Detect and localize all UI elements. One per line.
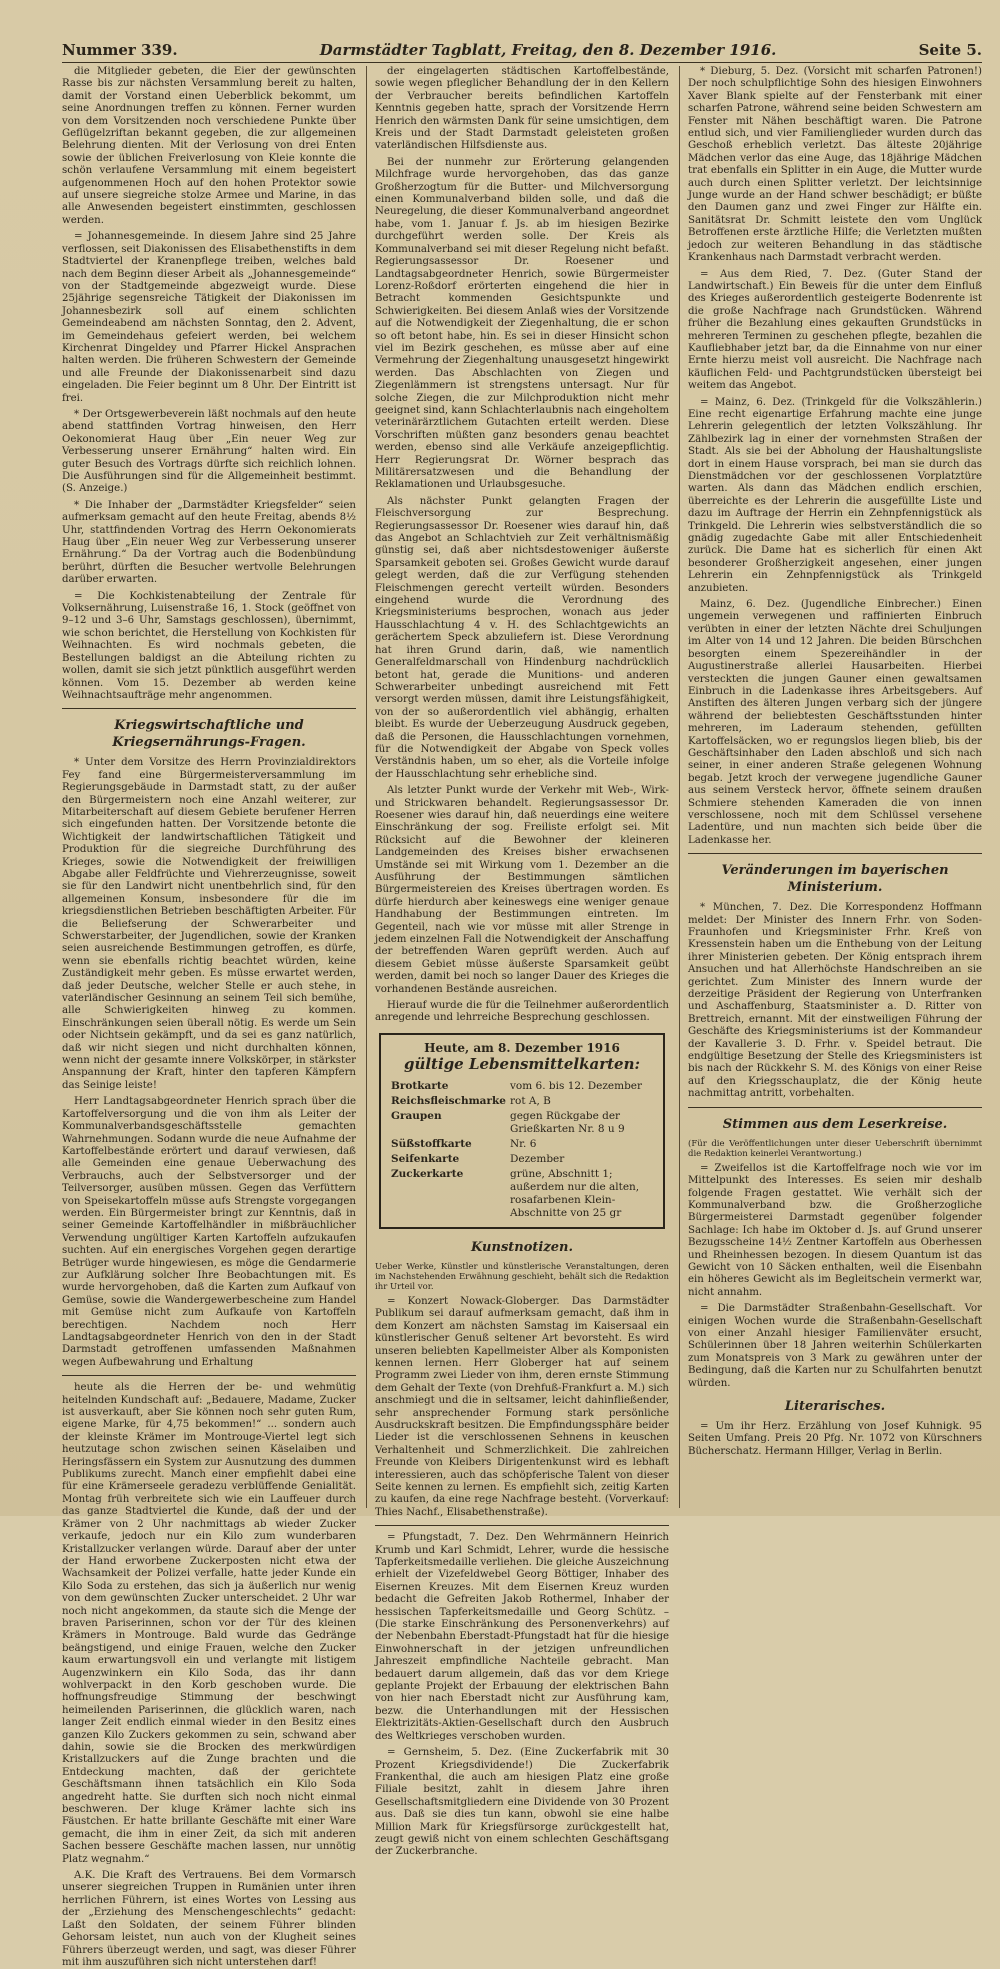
divider (375, 1525, 669, 1526)
article-paragraph: = Johannesgemeinde. In diesem Jahre sind 25 Jahre verflossen, seit Diakonissen des Elisabethenstifts in dem Stadtviertel der Kranenpflege treiben, welches bald nach dem Beginn dieser Arbeit als „Johannesgemeinde“ von der Stadtgemeinde abgezweigt wurde. Diese 25jährige segensreiche Tätigkeit der Diakonissen im Johannesbezirk soll auf einem schlichten Gemeindeabend am nächsten Sonntag, den 2. Advent, im Gemeindehaus gefeiert werden, bei welchem Kirchenrat Dingeldey und Pfarrer Hickel Ansprachen halten werden. Die früheren Schwestern der Gemeinde und alle Freunde der Diakonissenarbeit sind dazu eingeladen. Die Feier beginnt um 8 Uhr. Der Eintritt ist frei. (62, 231, 356, 404)
masthead: Darmstädter Tagblatt, Freitag, den 8. Dezember 1916. (319, 41, 777, 59)
article-paragraph: Herr Landtagsabgeordneter Henrich sprach über die Kartoffelversorgung und die von ihm als Leiter der Kommunalverbandsgeschäftsstelle gemachten Wahrnehmungen. Sodann wurde die neue Aufnahme der Kartoffelbestände erörtert und darauf verwiesen, daß alle Gemeinden eine genaue Ueberwachung des Verbrauchs, auch der Selbstversorger und der Teilversorger, ausüben müssen. Gegen das Verfüttern von Speisekartoffeln müsse aufs Strengste vorgegangen werden. Ein Bürgermeister bringt zur Kenntnis, daß in seiner Gemeinde Kartoffelhändler in mißbräuchlicher Verwendung ungültiger Karten Kartoffeln aufzukaufen suchten. Auf ein energisches Vorgehen gegen derartige Betrüger wurde hingewiesen, es möge die Gendarmerie zur Aufklärung solcher Ihre Beobachtungen mit. Es wurde hervorgehoben, daß die Karten zum Aufkauf von Gemüse, sowie die Wandergewerbescheine zum Handel mit Gemüse nicht zum Aufkaufe von Kartoffeln berechtigen. Nachdem noch Herr Landtagsabgeordneter Henrich von den in der Stadt Darmstadt getroffenen umfassenden Maßnahmen wegen Aufbewahrung und Erhaltung (62, 1096, 356, 1368)
ration-card-value: vom 6. bis 12. Dezember (509, 1079, 643, 1092)
divider (688, 853, 982, 854)
issue-number: Nummer 339. (62, 41, 178, 59)
column-3 (679, 66, 982, 1508)
ration-card-value: Dezember (509, 1152, 565, 1165)
section-title: Stimmen aus dem Leserkreise. (722, 1116, 948, 1132)
divider (688, 1107, 982, 1108)
ration-card-value: Nr. 6 (509, 1137, 537, 1150)
article-paragraph: Hierauf wurde die für die Teilnehmer außerordentlich anregende und lehrreiche Besprechung geschlossen. (375, 1000, 669, 1024)
columns (62, 66, 982, 1968)
article-paragraph: = Konzert Nowack-Globerger. Das Darmstädter Publikum sei darauf aufmerksam gemacht, daß ihm in dem Konzert am nächsten Samstag im Kaisersaal ein künstlerischer Genuß seltener Art bevorsteht. Es wird unseren beliebten Kapellmeister Alber als Komponisten kennen lernen. Herr Globerger hat auf seinem Programm zwei Lieder von ihm, deren ernste Stimmung dem Gehalt der Texte (von Drehfuß-Frankfurt a. M.) sich anschmiegt und die in seltsamer, leicht dahinfließender, sehr ansprechender Formung stark persönliche Ausdruckskraft besitzen. Die Empfindungssphäre beider Lieder ist die verschlossenen Sehnens in keuschen Verhaltenheit und Schmerzlichkeit. Die zahlreichen Freunde von Kleibers Dirigentenkunst wird es lebhaft interessieren, auch das schöpferische Talent von dieser Seite kennen zu lernen. Es empfiehlt sich, zeitig Karten zu kaufen, da eine rege Nachfrage besteht. (Vorverkauf: Thies Nachf., Elisabethenstraße). (375, 1295, 669, 1518)
ration-card-name: Reichsfleischmarke (391, 1094, 506, 1107)
ration-card-name: Zuckerkarte (391, 1167, 464, 1180)
article-paragraph: der eingelagerten städtischen Kartoffelbestände, sowie wegen pfleglicher Behandlung der in den Kellern der Verbraucher bereits befindlichen Kartoffeln Kenntnis gegeben hatte, sprach der Vorsitzende Herrn Henrich den wärmsten Dank für seine umsichtigen, dem Kreis und der Stadt Darmstadt geleisteten großen vaterländischen Hilfsdienste aus. (375, 66, 669, 152)
ration-row (389, 1167, 655, 1221)
article-paragraph: Als nächster Punkt gelangten Fragen der Fleischversorgung zur Besprechung. Regierungsassessor Dr. Roesener wies darauf hin, daß das Angebot an Schlachtvieh zur Zeit verhältnismäßig günstig sei, daß aber nichtsdestoweniger äußerste Sparsamkeit geboten sei. Großes Gewicht wurde darauf gelegt werden, daß die zur Verfügung stehenden Fleischmengen gerecht verteilt würden. Besonders eingehend wurde die Verordnung des Kriegsministeriums besprochen, wonach aus jeder Hausschlachtung 4 v. H. des Schlachtgewichts an gerächertem Speck abzuliefern ist. Diese Verordnung hat ihren Grund darin, daß, wie namentlich Generalfeldmarschall von Hindenburg nachdrücklich betont hat, gerade die Munitions- und anderen Schwerarbeiter unbedingt ausreichend mit Fett versorgt werden müssen, damit ihre Leistungsfähigkeit, von der so außerordentlich viel abhängig, erhalten bleibt. Es wurde der Ueberzeugung Ausdruck gegeben, daß die Personen, die Hausschlachtungen vornehmen, für die Notwendigkeit der Abgabe von Speck volles Verständnis haben, um so eher, als die Vorteile infolge der Hausschlachtung sehr erhebliche sind. (375, 495, 669, 780)
section-title: Literarisches. (784, 1399, 886, 1414)
page-header (62, 38, 982, 63)
ration-card-value: grüne, Abschnitt 1; außerdem nur die alten, rosafarbenen Klein-Abschnitte von 25 gr (509, 1167, 640, 1219)
ration-row (389, 1079, 655, 1094)
ration-card-name: Süßstoffkarte (391, 1137, 472, 1150)
article-paragraph: Bei der nunmehr zur Erörterung gelangenden Milchfrage wurde hervorgehoben, das das ganze Großherzogtum für die Butter- und Milchversorgung einen Kommunalverband bilden solle, und daß die Neuregelung, die dieser Kommunalverband angeordnet habe, vom 1. Januar f. Js. ab im hiesigen Bezirke durchgeführt werden solle. Der Kreis als Kommunalverband sei mit dieser Regelung nicht befaßt. Regierungsassessor Dr. Roesener und Landtagsabgeordneter Henrich, sowie Bürgermeister Lorenz-Roßdorf erörterten eingehend die hier in Betracht kommenden Gesichtspunkte und Schwierigkeiten. Bei diesem Anlaß wies der Vorsitzende auf die Notwendigkeit der Ziegenhaltung, die er schon so oft betont habe, hin. Es sei in dieser Hinsicht schon viel im Bezirk geschehen, es müsse aber auf eine Vermehrung der Ziegenhaltung unausgesetzt hingewirkt werden. Das Abschlachten von Ziegen und Ziegenlämmern ist strengstens untersagt. Nur für solche Ziegen, die zur Milchproduktion nicht mehr geeignet sind, kann Schlachterlaubnis nach eingeholtem veterinärärztlichem Gutachten erteilt werden. Diese Vorschriften müßten ganz besonders genau beachtet werden, ebenso sind alle Verkäufe anzeigepflichtig. Herr Regierungsrat Dr. Wörner besprach das Militärersatzwesen und die Behandlung der Reklamationen und Urlaubsgesuche. (375, 156, 669, 491)
article-paragraph: * Dieburg, 5. Dez. (Vorsicht mit scharfen Patronen!) Der noch schulpflichtige Sohn des hiesigen Einwohners Xaver Blank spielte auf der Fensterbank mit einer scharfen Patrone, während seine beiden Schwestern am Fenster mit Nähen beschäftigt waren. Die Patrone entlud sich, und vier Familienglieder wurden durch das Geschoß erheblich verletzt. Das älteste 20jährige Mädchen verlor das eine Auge, das 18jährige Mädchen trat ebenfalls ein Splitter in ein Auge, die Mutter wurde auch durch einen Splitter verletzt. Der leichtsinnige Junge wurde an der Hand schwer beschädigt; er büßte den Daumen ganz und zwei Finger zur Hälfte ein. Sanitätsrat Dr. Schmitt leistete den vom Unglück Betroffenen erste ärztliche Hilfe; die Verletzten mußten jedoch zur weiteren Behandlung in das städtische Krankenhaus nach Darmstadt verbracht werden. (688, 66, 982, 264)
article-paragraph: = Die Darmstädter Straßenbahn-Gesellschaft. Vor einigen Wochen wurde die Straßenbahn-Gesellschaft von einer Anzahl hiesiger Familienväter ersucht, Schülerinnen über 18 Jahren weiterhin Schülerkarten zum Monatspreis von 3 Mark zu gewähren unter der Bedingung, daß die Karten nur zu Schulfahrten benutzt würden. (688, 1303, 982, 1389)
article-paragraph: = Die Kochkistenabteilung der Zentrale für Volksernährung, Luisenstraße 16, 1. Stock (geöffnet von 9–12 und 3–6 Uhr, Samstags geschlossen), übernimmt, wie schon berichtet, die Herstellung von Kochkisten für Weihnachten. Es wird nochmals gebeten, die Bestellungen baldigst an die Abteilung richten zu wollen, damit sie sich jetzt pünktlich ausgeführt werden können. Vom 15. Dezember ab werden keine Weihnachtsaufträge mehr angenommen. (62, 590, 356, 701)
section-title: Kriegswirtschaftliche und Kriegsernährungs-Fragen. (112, 718, 306, 751)
column-1 (62, 66, 356, 1968)
editor-note: (Für die Veröffentlichungen unter dieser Ueberschrift übernimmt die Redaktion keinerlei Verantwortung.) (688, 1138, 982, 1159)
box-heading: Heute, am 8. Dezember 1916 (424, 1040, 620, 1055)
article-paragraph: Mainz, 6. Dez. (Jugendliche Einbrecher.) Einen ungemein verwegenen und raffinierten Einbruch verübten in einer der letzten Nächte drei Schuljungen im Alter von 14 und 12 Jahren. Die beiden Bürschchen besorgten einem Spezereihändler in der Augustinerstraße allerlei Hausarbeiten. Hierbei versteckten die jungen Gauner einen gewaltsamen Einbruch in die Ladenkasse ihres Arbeitsgebers. Auf Anstiften des älteren Jungen verbarg sich der jüngere während der beliebtesten Geschäftsstunden hinter mehreren, im Laderaum stehenden, gefüllten Kartoffelsäcken, wo er regungslos liegen blieb, bis der Geschäftsinhaber den Laden abschloß und sich nach seiner, in einer anderen Straße gelegenen Wohnung begab. Jetzt kroch der verwegene jugendliche Gauner aus seinem Versteck hervor, öffnete seinem draußen Schmiere stehenden Kameraden die von innen verschlossene, noch mit dem Schlüssel versehene Ladentüre, und nun machten sich beide über die Ladenkasse her. (688, 599, 982, 846)
ration-card-value: gegen Rückgabe der Grießkarten Nr. 8 u 9 (509, 1109, 625, 1135)
article-paragraph: * Die Inhaber der „Darmstädter Kriegsfelder“ seien aufmerksam gemacht auf den heute Freitag, abends 8½ Uhr, stattfindenden Vortrag des Herrn Oekonomierats Haug über „Ein neuer Weg zur Verbesserung unserer Ernährung.“ Da der Vortrag auch die Bodenbündung berührt, dürften die Besucher wertvolle Belehrungen darüber erwarten. (62, 499, 356, 586)
article-paragraph: = Gernsheim, 5. Dez. (Eine Zuckerfabrik mit 30 Prozent Kriegsdividende!) Die Zuckerfabrik Frankenthal, die auch am hiesigen Platz eine große Filiale besitzt, zahlt in diesem Jahre ihren Gesellschaftsmitgliedern eine Dividende von 30 Prozent aus. Daß sie dies tun kann, obwohl sie eine halbe Million Mark für Kriegsfürsorge zurückgestellt hat, zeugt gewiß nicht von einem schlechten Geschäftsgang der Zuckerbranche. (375, 1747, 669, 1858)
article-paragraph: * München, 7. Dez. Die Korrespondenz Hoffmann meldet: Der Minister des Innern Frhr. von Soden-Fraunhofen und Kriegsminister Frhr. Kreß von Kressenstein haben um die Enthebung von der Leitung ihrer Ministerien gebeten. Der König entsprach ihrem Ansuchen und hat Allerhöchste Handschreiben an sie gerichtet. Zum Minister des Innern wurde der derzeitige Präsident der Regierung von Unterfranken und Aschaffenburg, Staatsminister a. D. Ritter von Brettreich, ernannt. Mit der einstweiligen Führung der Geschäfte des Kriegsministeriums ist der Kommandeur der Kavallerie 3. D. Frhr. v. Speidel betraut. Die endgültige Besetzung der Stelle des Kriegsministers ist bis nach der Rückkehr S. M. des Königs von einer Reise auf den Kriegsschauplatz, die der König heute nachmittag antritt, vorbehalten. (688, 902, 982, 1100)
section-title: Veränderungen im bayerischen Ministerium. (721, 863, 949, 896)
article-paragraph: = Zweifellos ist die Kartoffelfrage noch wie vor im Mittelpunkt des Interesses. Es seien mir deshalb folgende Fragen gestattet. Wie verhält sich der Kommunalverband bzw. die Großherzogliche Bürgermeisterei Darmstadt gegenüber folgender Sachlage: Ich habe im Oktober d. Js. auf Grund unserer Bezugsscheine 14½ Zentner Kartoffeln aus Oberhessen und Rheinhessen bezogen. In diesem Quantum ist das Gewicht von 10 Säcken enthalten, weil die Eisenbahn ein höheres Gewicht als im Begleitschein vermerkt war, nicht annahm. (688, 1162, 982, 1298)
ration-card-name: Brotkarte (391, 1079, 449, 1092)
article-paragraph: = Mainz, 6. Dez. (Trinkgeld für die Volkszählerin.) Eine recht eigenartige Erfahrung machte eine junge Lehrerin gelegentlich der letzten Volkszählung. Ihr Zählbezirk lag in einer der vornehmsten Straßen der Stadt. Als sie bei der Abholung der Haushaltungsliste dort in einem Hause vorsprach, bei man sie durch das Dienstmädchen vor der geschlossenen Vorplatztüre warten. Als dann das Mädchen endlich erschien, überreichte es der Lehrerin die ausgefüllte Liste und dazu im Auftrage der Herrin ein Zehnpfennigstück als Trinkgeld. Die Lehrerin wies selbstverständlich die so gnädig zugedachte Gabe mit aller Entschiedenheit zurück. Die Dame hat es sicherlich für einen Akt besonderer Großherzigkeit angesehen, einer jungen Lehrerin ein Zehnpfennigstück als Trinkgeld anzubieten. (688, 396, 982, 594)
ration-row (389, 1152, 655, 1167)
divider (62, 708, 356, 709)
article-paragraph: * Unter dem Vorsitze des Herrn Provinzialdirektors Fey fand eine Bürgermeisterversammlung im Regierungsgebäude in Darmstadt statt, zu der außer den Bürgermeistern noch eine Anzahl weiterer, zur Mitarbeiterschaft auf diesem Gebiete berufener Herren sich eingefunden hatten. Der Vorsitzende betonte die Wichtigkeit der landwirtschaftlichen Tätigkeit und Produktion für die siegreiche Durchführung des Krieges, sowie die Notwendigkeit der freiwilligen Abgabe aller Feldfrüchte und Viehrerzeugnisse, soweit sie für den Landwirt nicht unentbehrlich sind, für den allgemeinen Konsum, insbesondere für die im kriegsdienstlichen Betrieben beschäftigten Arbeiter. Für die Beliefserung der Schwerarbeiter und Schwerstarbeiter, der Jugendlichen, sowie der Kranken seien ausreichende Bestimmungen getroffen, es dürfe, wenn sie ebenfalls richtig beachtet würden, keine Zuständigkeit mehr geben. Es müsse erwartet werden, daß jeder Deutsche, welcher Stelle er auch stehe, in vaterländischer Gesinnung an seinem Teil sich bemühe, alle Schwierigkeiten hinweg zu kommen. Einschränkungen seien überall nötig. Es werde um Sein oder Nichtsein gekämpft, und da sei es ganz natürlich, daß wir nicht siegen und nicht durchhalten können, wenn nicht der gesamte innere Volkskörper, in stärkster Anspannung der Kraft, hinter den tapferen Kämpfern das Seinige leiste! (62, 757, 356, 1091)
article-paragraph: = Um ihr Herz. Erzählung von Josef Kuhnigk. 95 Seiten Umfang. Preis 20 Pfg. Nr. 1072 von Kürschners Bücherschatz. Hermann Hillger, Verlag in Berlin. (688, 1421, 982, 1457)
article-paragraph: A.K. Die Kraft des Vertrauens. Bei dem Vormarsch unserer siegreichen Truppen in Rumänien unter ihren herrlichen Führern, ist eines Wortes von Lessing aus der „Erziehung des Menschengeschlechts“ gedacht: Laßt den Soldaten, der seinem Führer blinden Gehorsam leistet, nun auch von der Klugheit seines Führers überzeugt werden, und sagt, was dieser Führer mit ihm auszuführen sich nicht unterstehen darf! (62, 1870, 356, 1968)
ration-row (389, 1094, 655, 1109)
ration-card-name: Graupen (391, 1109, 442, 1122)
box-title: gültige Lebensmittelkarten: (403, 1054, 641, 1073)
article-paragraph: die Mitglieder gebeten, die Eier der gewünschten Rasse bis zur nächsten Versammlung bereit zu halten, damit der Vorstand einen Ueberblick bekommt, um seine Anordnungen treffen zu können. Ferner wurden von dem Vorsitzenden noch verschiedene Punkte über Geflügelzriftan bekannt gegeben, die zur allgemeinen Belehrung dienten. Mit der Verlosung von drei Enten sowie der üblichen Freiverlosung von Kleie konnte die schön verlaufene Versammlung mit einem begeistert aufgenommenen Hoch auf den hohen Protektor sowie auf unsere siegreiche stolze Armee und Marine, in das alle Anwesenden begeistert einstimmten, geschlossen werden. (62, 66, 356, 226)
ration-card-name: Seifenkarte (391, 1152, 460, 1165)
ration-cards-box (379, 1033, 665, 1229)
article-paragraph: = Pfungstadt, 7. Dez. Den Wehrmännern Heinrich Krumb und Karl Schmidt, Lehrer, wurde die hessische Tapferkeitsmedaille verliehen. Die gleiche Auszeichnung erhielt der Vizefeldwebel Georg Böttiger, Inhaber des Eisernen Kreuzes. Mit dem Eisernen Kreuz wurden bedacht die Gefreiten Jakob Rothermel, Inhaber der hessischen Tapferkeitsmedaille und Georg Schütz. – (Die starke Einschränkung des Personenverkehrs) auf der Nebenbahn Eberstadt-Pfungstadt hat für die hiesige Einwohnerschaft in der jetzigen unfreundlichen Jahreszeit empfindliche Nachteile gebracht. Man bedauert darum allgemein, daß das vor dem Kriege geplante Projekt der Erbauung der elektrischen Bahn von hier nach Eberstadt nicht zur Ausführung kam, bezw. die Unterhandlungen mit der Hessischen Elektrizitäts-Aktien-Gesellschaft durch den Ausbruch des Weltkrieges verschoben wurden. (375, 1532, 669, 1742)
divider (62, 1375, 356, 1376)
section-title: Kunstnotizen. (471, 1239, 573, 1255)
ration-table (389, 1079, 655, 1221)
editor-note: Ueber Werke, Künstler und künstlerische Veranstaltungen, deren im Nachstehenden Erwähnung geschieht, behält sich die Redaktion ihr Urteil vor. (375, 1261, 669, 1292)
ration-card-value: rot A, B (509, 1094, 551, 1107)
ration-row (389, 1109, 655, 1137)
column-2 (366, 66, 669, 1858)
article-paragraph: = Aus dem Ried, 7. Dez. (Guter Stand der Landwirtschaft.) Ein Beweis für die unter dem Einfluß des Krieges außerordentlich gesteigerte Bodenrente ist die große Nachfrage nach Grundstücken. Während früher die Bezahlung eines gekauften Grundstücks in mehreren Terminen zu geschehen pflegte, bezahlen die Kaufliebhaber jetzt bar, da die Einnahme von nur einer Ernte hierzu meist voll ausreicht. Die Nachfrage nach käuflichen Feld- und Pachtgrundstücken übersteigt bei weitem das Angebot. (688, 268, 982, 392)
article-paragraph: * Der Ortsgewerbeverein läßt nochmals auf den heute abend stattfinden Vortrag hinweisen, den Herr Oekonomierat Haug über „Ein neuer Weg zur Verbesserung unserer Ernährung“ halten wird. Ein guter Besuch des Vortrags dürfte sich reichlich lohnen. Die Ausführungen sind für die Allgemeinheit bestimmt. (S. Anzeige.) (62, 408, 356, 495)
article-paragraph: Als letzter Punkt wurde der Verkehr mit Web-, Wirk- und Strickwaren behandelt. Regierungsassessor Dr. Roesener wies darauf hin, daß neuerdings eine weitere Einschränkung der sog. Freiliste erfolgt sei. Mit Rücksicht auf die Bewohner der kleineren Landgemeinden des Kreises bisher erwachsenen Umstände sei mit Wirkung vom 1. Dezember an die Ausführung der Bestimmungen sämtlichen Bürgermeistereien des Kreises übertragen worden. Es dürfe hierdurch aber keineswegs eine weniger genaue Handhabung der Bestimmungen eintreten. Im Gegenteil, nach wie vor müsse mit aller Strenge in jedem einzelnen Fall die Notwendigkeit der Anschaffung der betreffenden Waren geprüft werden. Auch auf diesem Gebiet müsse äußerste Sparsamkeit geübt werden, damit bei noch so langer Dauer des Krieges die vorhandenen Bestände ausreichen. (375, 785, 669, 995)
page-number: Seite 5. (918, 41, 982, 59)
ration-row (389, 1137, 655, 1152)
article-paragraph: heute als die Herren der be- und wehmütig heitelnden Kundschaft auf: „Bedauere, Madame, Zucker ist ausverkauft, aber Sie können noch sehr guten Rum, eigene Marke, für 4,75 bekommen!“ ... sondern auch der kleinste Krämer im Montrouge-Viertel legt sich heutzutage schon zwischen seinen Käselaiben und Heringsfässern ein System zur Ausnutzung des dummen Publikums zurecht. Manch einer empfiehlt dabei eine für eine Krämerseele geradezu verblüffende Genialität. Montag früh verbreitete sich wie ein Lauffeuer durch das ganze Stadtviertel die Kunde, daß der und der Krämer von 2 Uhr nachmittags ab wieder Zucker verkaufe, jedoch nur ein Kilo zum wunderbaren Kristallzucker verlangen würde. Darauf aber der unter der Hand erworbene Zuckerposten nicht etwa der Wachsamkeit der Polizei verfalle, hatte jeder Kunde ein Kilo Soda zu erstehen, das sich ja äußerlich nur wenig von dem gewünschten Zucker unterscheidet. 2 Uhr war noch nicht angekommen, da staute sich die Menge der braven Pariserinnen, schon vor der Tür des kleinen Krämers in Montrouge. Bald wurde das Gedränge beängstigend, und einige Frauen, welche den Zucker kaum erwartungsvoll ein und verlangte mit listigem Augenzwinkern ein Kilo Soda, das ihr dann wohlverpackt in den Korb geschoben wurde. Die hoffnungsfreudige Stimmung der beschwingt heimeilenden Pariserinnen, die glücklich waren, nach langer Zeit endlich einmal wieder in den Besitz eines ganzen Kilo Zuckers gekommen zu sein, schwand aber dahin, sowie sie die Brocken des merkwürdigen Kristallzuckers auf die Zunge brachten und die Entdeckung machten, daß der gerichtete Geschäftsmann ihnen tatsächlich ein Kilo Soda angedreht hatte. Sie durften sich noch nicht einmal beschweren. Der kluge Krämer lachte sich ins Fäustchen. Er hatte brillante Geschäfte mit einer Ware gemacht, die ihm in einer Zeit, da sich mit anderen Sachen bessere Geschäfte machen lassen, nur unnötig Platz wegnahm.“ (62, 1382, 356, 1865)
